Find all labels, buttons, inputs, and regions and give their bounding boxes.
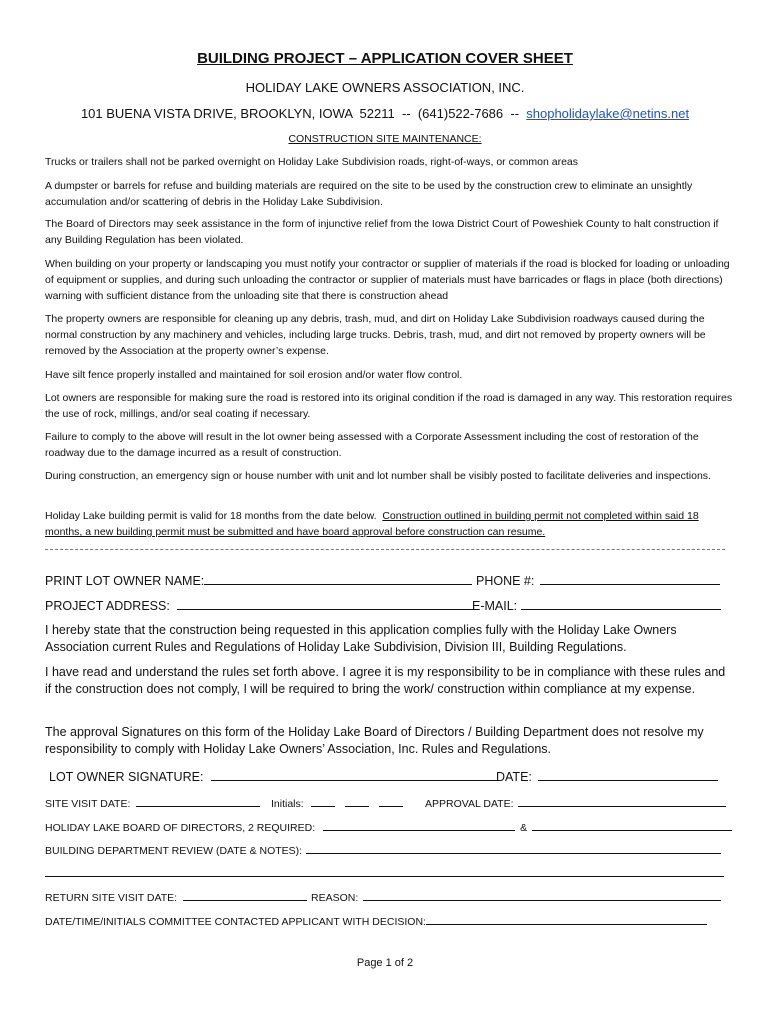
board-directors-field — [45, 818, 732, 834]
committee-contact-input[interactable] — [426, 912, 707, 925]
reason-input[interactable] — [363, 888, 721, 901]
rule-item: Trucks or trailers shall not be parked overnight on Holiday Lake Subdivision roads, right-of-ways, or common areas — [45, 156, 579, 168]
owner-signature-input[interactable] — [211, 768, 499, 781]
building-review-input[interactable] — [306, 841, 721, 854]
initials-input-1[interactable] — [311, 794, 335, 807]
contact-line — [0, 106, 770, 121]
site-visit-date-input[interactable] — [136, 794, 260, 807]
signature-date-input[interactable] — [538, 768, 718, 781]
email-link[interactable]: shopholidaylake@netins.net — [526, 106, 690, 121]
approval-date-field — [425, 794, 726, 810]
board-signature-1[interactable] — [323, 818, 515, 831]
email-field — [472, 597, 721, 613]
owner-name-input[interactable] — [204, 572, 472, 585]
initials-label: Initials: — [271, 798, 304, 810]
reason-field — [311, 888, 721, 904]
page-number: Page 1 of 2 — [356, 957, 414, 969]
section-heading: CONSTRUCTION SITE MAINTENANCE: — [288, 133, 482, 145]
committee-contact-label: DATE/TIME/INITIALS COMMITTEE CONTACTED APPLICANT WITH DECISION: — [45, 916, 426, 928]
rule-item: The property owners are responsible for cleaning up any debris, trash, mud, and dirt on Holiday Lake Subdivision roadways caused during the normal construction by any machinery and vehicles, including large trucks. Debris, trash, mud, and dirt not removed by property owners will be removed by the Association at the property owner’s expense. — [45, 313, 706, 357]
signature-date-label: DATE: — [496, 770, 532, 784]
permit-rule-text: Holiday Lake building permit is valid for 18 months from the date below. — [45, 510, 383, 522]
phone-input[interactable] — [540, 572, 720, 585]
approval-disclaimer: The approval Signatures on this form of the Holiday Lake Board of Directors / Building Department does not resolve my responsibility to comply with Holiday Lake Owners’ Association, Inc. Rules and Regulations. — [45, 725, 704, 756]
separator — [45, 549, 725, 550]
site-visit-date-label: SITE VISIT DATE: — [45, 798, 131, 810]
acknowledgement-statement: I have read and understand the rules set forth above. I agree it is my responsibility to be in compliance with these rules and if the construction does not comply, I will be required to bring the work/ construction within compliance at my expense. — [45, 665, 726, 696]
project-address-field — [45, 597, 479, 613]
email-input[interactable] — [521, 597, 721, 610]
email-label: E-MAIL: — [472, 599, 518, 613]
site-visit-date-field — [45, 794, 260, 810]
initials-input-2[interactable] — [345, 794, 369, 807]
page-title: BUILDING PROJECT – APPLICATION COVER SHEET — [197, 50, 573, 67]
building-review-field — [45, 841, 721, 857]
owner-signature-label: LOT OWNER SIGNATURE: — [49, 770, 204, 784]
rule-item: Failure to comply to the above will result in the lot owner being assessed with a Corporate Assessment including the cost of restoration of the roadway due to the damage incurred as a result of construction. — [45, 431, 699, 459]
reason-label: REASON: — [311, 892, 359, 904]
address-text: 101 BUENA VISTA DRIVE, BROOKLYN, IOWA 52211 -- (641)522-7686 -- — [80, 106, 527, 121]
owner-name-label: PRINT LOT OWNER NAME: — [45, 574, 205, 588]
owner-signature-field — [49, 768, 499, 784]
initials-input-3[interactable] — [379, 794, 403, 807]
rule-item: The Board of Directors may seek assistance in the form of injunctive relief from the Iowa District Court of Poweshiek County to halt construction if any Building Regulation has been violated. — [45, 218, 719, 246]
signature-date-field — [496, 768, 718, 784]
committee-contact-field — [45, 912, 707, 928]
rule-item: A dumpster or barrels for refuse and building materials are required on the site to be used by the construction crew to eliminate an unsightly accumulation and/or scattering of debris in the Holiday Lake Subdivision. — [45, 180, 693, 208]
board-signature-2[interactable] — [532, 818, 732, 831]
phone-field — [476, 572, 720, 588]
building-review-line-2[interactable] — [45, 876, 724, 877]
approval-date-input[interactable] — [518, 794, 726, 807]
rule-item: During construction, an emergency sign or house number with unit and lot number shall be visibly posted to facilitate deliveries and inspections. — [45, 470, 711, 482]
owner-name-field — [45, 572, 472, 588]
return-visit-label: RETURN SITE VISIT DATE: — [45, 892, 178, 904]
rule-item: Have silt fence properly installed and maintained for soil erosion and/or water flow control. — [45, 369, 463, 381]
return-visit-field — [45, 888, 307, 904]
compliance-statement: I hereby state that the construction being requested in this application complies fully with the Holiday Lake Owners Association current Rules and Regulations of Holiday Lake Subdivision, Division III, Building Regulations. — [45, 623, 677, 654]
permit-rule — [45, 508, 735, 540]
approval-date-label: APPROVAL DATE: — [425, 798, 514, 810]
rule-item: Lot owners are responsible for making sure the road is restored into its original condition if the road is damaged in any way. This restoration requires the use of rock, millings, and/or seal coating if necessary. — [45, 392, 733, 420]
organization-name: HOLIDAY LAKE OWNERS ASSOCIATION, INC. — [245, 80, 525, 95]
board-directors-label: HOLIDAY LAKE BOARD OF DIRECTORS, 2 REQUIRED: — [45, 822, 316, 834]
project-address-label: PROJECT ADDRESS: — [45, 599, 170, 613]
rule-item: When building on your property or landscaping you must notify your contractor or supplier of materials if the road is blocked for loading or unloading of equipment or supplies, and during such unloading the contractor or supplier of materials must have barricades or flags in place (both directions) warning with sufficient distance from the unloading site that there is construction ahead — [45, 258, 730, 302]
project-address-input[interactable] — [177, 597, 479, 610]
return-visit-input[interactable] — [183, 888, 307, 901]
permit-rule-underlined: Construction outlined in building permit not completed within said 18 months, a new building permit must be submitted and have board approval before construction can resume. — [45, 510, 699, 538]
ampersand: & — [520, 822, 528, 834]
initials-field — [271, 794, 403, 810]
phone-label: PHONE #: — [476, 574, 535, 588]
building-review-label: BUILDING DEPARTMENT REVIEW (DATE & NOTES): — [45, 845, 303, 857]
